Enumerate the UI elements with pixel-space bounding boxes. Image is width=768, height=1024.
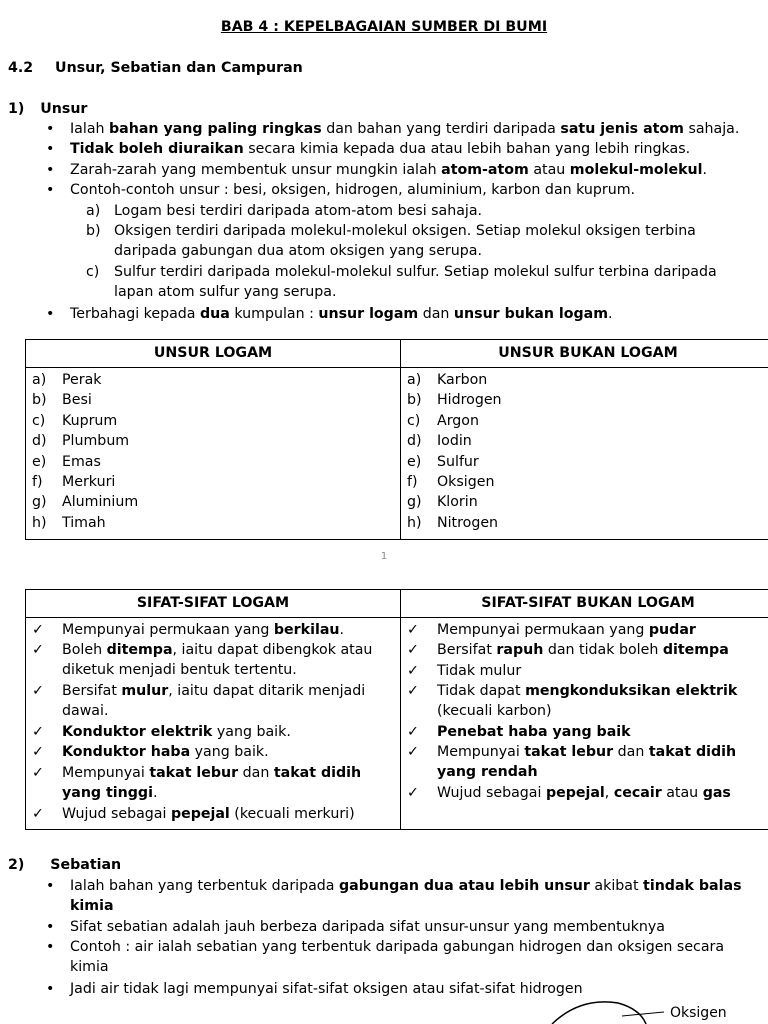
text: Bersifat	[437, 642, 497, 658]
item-value: Nitrogen	[437, 514, 499, 531]
sebatian-heading-text: Sebatian	[50, 857, 122, 873]
item-label: a)	[407, 372, 422, 388]
bold-text: takat didih yang tinggi	[62, 765, 362, 802]
text: .	[608, 306, 613, 322]
text: dan bahan yang terdiri daripada	[321, 121, 561, 137]
item-value: Kuprum	[62, 412, 118, 429]
bullet-icon: •	[46, 306, 55, 322]
list-item	[401, 513, 768, 533]
check-icon: ✓	[407, 622, 419, 638]
bold-text: atom-atom	[441, 162, 529, 178]
item-label: b)	[407, 392, 422, 409]
list-item	[437, 620, 768, 640]
check-icon: ✓	[32, 683, 44, 699]
item-value: Aluminium	[62, 494, 139, 511]
list-item	[26, 370, 400, 390]
bold-text: bahan yang paling ringkas	[109, 121, 322, 137]
sebatian-heading	[8, 855, 121, 875]
bold-text: takat lebur	[149, 765, 239, 781]
text: atau	[528, 162, 570, 178]
table-header: SIFAT-SIFAT LOGAM	[26, 590, 401, 618]
list-item	[62, 763, 394, 804]
sifat-bukan-logam-list	[401, 618, 768, 829]
list-item	[26, 472, 400, 492]
bold-text: Penebat haba yang baik	[437, 724, 631, 740]
list-item	[401, 492, 768, 512]
bold-text: gas	[702, 785, 731, 801]
bullet-icon: •	[46, 939, 55, 955]
text: dan	[238, 765, 274, 781]
table-header: SIFAT-SIFAT BUKAN LOGAM	[401, 590, 768, 618]
item-value: Hidrogen	[437, 392, 502, 409]
bold-text: unsur bukan logam	[453, 306, 609, 322]
page-title: BAB 4 : KEPELBAGAIAN SUMBER DI BUMI	[220, 19, 548, 35]
list-item	[62, 620, 394, 640]
text: akibat	[589, 878, 644, 894]
bold-text: satu jenis atom	[560, 121, 684, 137]
text: Mempunyai permukaan yang	[62, 622, 274, 638]
text: Mempunyai permukaan yang	[437, 622, 649, 638]
check-icon: ✓	[407, 683, 419, 699]
page-number: 1	[380, 551, 388, 562]
bold-text: gabungan dua atau lebih unsur	[339, 878, 590, 894]
item-value: Merkuri	[62, 473, 116, 490]
text: Tidak dapat	[437, 683, 526, 699]
unsur-bullet-3	[70, 160, 760, 180]
text: Mempunyai	[437, 744, 525, 760]
list-item	[437, 722, 768, 742]
item-label: d)	[32, 433, 47, 450]
bullet-icon: •	[46, 162, 55, 178]
bold-text: mengkonduksikan elektrik	[525, 683, 738, 699]
bold-text: cecair	[613, 785, 662, 801]
bold-text: molekul-molekul	[569, 162, 703, 178]
list-item	[26, 390, 400, 410]
list-item	[401, 452, 768, 472]
item-value: Sulfur	[437, 453, 479, 470]
bold-text: berkilau	[273, 622, 340, 638]
sub-text-b: Oksigen terdiri daripada molekul-molekul oksigen. Setiap molekul oksigen terbina daripada gabungan dua atom oksigen yang serupa.	[114, 223, 696, 260]
sebatian-heading-number: 2)	[8, 857, 25, 873]
unsur-logam-cell	[26, 368, 401, 540]
oxygen-label: Oksigen	[670, 1005, 727, 1021]
check-icon: ✓	[32, 642, 44, 658]
item-value: Timah	[62, 514, 106, 531]
list-item	[437, 640, 768, 660]
item-value: Plumbum	[62, 433, 130, 450]
sebatian-bullet-2: Sifat sebatian adalah jauh berbeza daripada sifat unsur-unsur yang membentuknya	[70, 919, 665, 935]
item-label: f)	[32, 473, 43, 490]
check-icon: ✓	[407, 663, 419, 679]
list-item	[401, 472, 768, 492]
text: Boleh	[62, 642, 107, 658]
item-label: f)	[407, 473, 418, 490]
list-item	[401, 390, 768, 410]
sub-label-a: a)	[86, 203, 101, 219]
item-value: Klorin	[437, 494, 478, 511]
list-item	[26, 431, 400, 451]
sebatian-bullet-1	[70, 876, 764, 917]
text: Mempunyai	[62, 765, 150, 781]
text: Bersifat	[62, 683, 122, 699]
section-title: Unsur, Sebatian dan Campuran	[55, 60, 303, 76]
text: , iaitu dapat ditarik menjadi dawai.	[62, 683, 366, 720]
bold-text: pepejal	[545, 785, 605, 801]
molecule-diagram	[540, 995, 768, 1024]
unsur-bukan-logam-cell	[401, 368, 768, 540]
text: Terbahagi kepada	[70, 306, 201, 322]
bold-text: dua	[200, 306, 230, 322]
sifat-logam-cell	[26, 618, 401, 830]
table-header: UNSUR BUKAN LOGAM	[401, 340, 768, 368]
text: Zarah-zarah yang membentuk unsur mungkin ialah	[70, 162, 442, 178]
table-header: UNSUR LOGAM	[26, 340, 401, 368]
item-value: Argon	[437, 412, 479, 429]
check-icon: ✓	[32, 622, 44, 638]
bullet-icon: •	[46, 919, 55, 935]
bold-text: Tidak boleh diuraikan	[70, 141, 244, 157]
sifat-bukan-logam-cell	[401, 618, 768, 830]
bullet-icon: •	[46, 141, 55, 157]
text: .	[702, 162, 708, 178]
check-icon: ✓	[407, 642, 419, 658]
list-item: Tidak mulur	[437, 663, 522, 679]
unsur-bullet-5	[70, 304, 760, 324]
item-label: a)	[32, 372, 47, 388]
check-icon: ✓	[32, 765, 44, 781]
list-item	[62, 722, 394, 742]
text: Wujud sebagai	[62, 806, 171, 822]
item-label: g)	[407, 494, 422, 511]
bullet-icon: •	[46, 981, 55, 997]
item-label: b)	[32, 392, 47, 409]
list-item	[62, 640, 394, 681]
text: (kecuali merkuri)	[229, 806, 355, 822]
bold-text: tindak balas kimia	[70, 878, 742, 915]
text: Ialah	[70, 121, 110, 137]
bold-text: unsur logam	[318, 306, 419, 322]
list-item	[62, 804, 394, 824]
list-item	[401, 370, 768, 390]
unsur-bukan-logam-list	[401, 368, 768, 533]
bold-text: mulur	[121, 683, 169, 699]
bold-text: pudar	[648, 622, 696, 638]
list-item	[26, 513, 400, 533]
text: sahaja.	[683, 121, 740, 137]
list-item	[62, 681, 394, 722]
unsur-table	[25, 339, 768, 540]
item-label: h)	[407, 514, 422, 531]
list-item	[437, 681, 768, 722]
check-icon: ✓	[407, 744, 419, 760]
list-item	[62, 742, 394, 762]
text: dan tidak boleh	[543, 642, 663, 658]
sub-text-a: Logam besi terdiri daripada atom-atom besi sahaja.	[114, 203, 483, 219]
item-value: Iodin	[437, 433, 472, 450]
bold-text: rapuh	[496, 642, 544, 658]
sub-label-b: b)	[86, 223, 101, 239]
bold-text: takat lebur	[524, 744, 614, 760]
text: yang baik.	[190, 744, 269, 760]
section-heading	[8, 58, 303, 78]
bold-text: Konduktor elektrik	[62, 724, 213, 740]
check-icon: ✓	[407, 785, 419, 801]
item-label: e)	[32, 453, 47, 470]
item-label: d)	[407, 433, 422, 450]
bold-text: ditempa	[106, 642, 173, 658]
sub-text-c: Sulfur terdiri daripada molekul-molekul sulfur. Setiap molekul sulfur terbina daripada lapan atom sulfur yang serupa.	[114, 264, 717, 301]
unsur-bullet-4: Contoh-contoh unsur : besi, oksigen, hidrogen, aluminium, karbon dan kuprum.	[70, 182, 636, 198]
list-item	[26, 411, 400, 431]
item-label: g)	[32, 494, 47, 511]
unsur-heading-number: 1)	[8, 101, 25, 117]
bold-text: ditempa	[662, 642, 729, 658]
item-value: Perak	[62, 372, 102, 388]
list-item	[26, 492, 400, 512]
list-item	[437, 783, 768, 803]
check-icon: ✓	[32, 744, 44, 760]
text: atau	[661, 785, 703, 801]
text: ,	[604, 785, 614, 801]
bold-text: Konduktor haba	[62, 744, 191, 760]
unsur-heading	[8, 99, 87, 119]
check-icon: ✓	[32, 724, 44, 740]
list-item	[437, 742, 768, 783]
list-item	[401, 411, 768, 431]
section-number: 4.2	[8, 60, 34, 76]
item-value: Besi	[62, 392, 92, 409]
text: dan	[418, 306, 454, 322]
label-pointer-line	[622, 1012, 664, 1016]
sifat-table	[25, 589, 768, 830]
text: secara kimia kepada dua atau lebih bahan yang lebih ringkas.	[243, 141, 691, 157]
unsur-bullet-1	[70, 119, 760, 139]
item-label: c)	[32, 412, 46, 429]
item-value: Karbon	[437, 372, 488, 388]
sebatian-bullet-3: Contoh : air ialah sebatian yang terbentuk daripada gabungan hidrogen dan oksigen secara kimia	[70, 939, 725, 976]
unsur-bullet-2	[70, 139, 760, 159]
text: .	[152, 785, 158, 802]
sebatian-bullet-4: Jadi air tidak lagi mempunyai sifat-sifat oksigen atau sifat-sifat hidrogen	[70, 981, 583, 997]
item-label: h)	[32, 514, 47, 531]
item-value: Oksigen	[437, 473, 495, 490]
text: yang baik.	[212, 724, 291, 740]
sifat-logam-list	[26, 618, 400, 829]
bold-text: takat didih yang rendah	[437, 744, 737, 781]
text: (kecuali karbon)	[437, 703, 552, 720]
list-item	[26, 452, 400, 472]
bullet-icon: •	[46, 121, 55, 137]
text: kumpulan :	[229, 306, 319, 322]
item-label: e)	[407, 453, 422, 470]
text: Ialah bahan yang terbentuk daripada	[70, 878, 340, 894]
unsur-logam-list	[26, 368, 400, 533]
text: Wujud sebagai	[437, 785, 546, 801]
sub-label-c: c)	[86, 264, 100, 280]
text: dan	[613, 744, 649, 760]
item-value: Emas	[62, 453, 101, 470]
text: , iaitu dapat dibengkok atau diketuk menjadi bentuk tertentu.	[62, 642, 373, 679]
list-item	[401, 431, 768, 451]
item-label: c)	[407, 412, 421, 429]
oxygen-atom-circle	[552, 1002, 646, 1024]
bold-text: pepejal	[170, 806, 230, 822]
text: .	[339, 622, 345, 638]
unsur-heading-text: Unsur	[40, 101, 88, 117]
bullet-icon: •	[46, 182, 55, 198]
check-icon: ✓	[407, 724, 419, 740]
check-icon: ✓	[32, 806, 44, 822]
bullet-icon: •	[46, 878, 55, 894]
